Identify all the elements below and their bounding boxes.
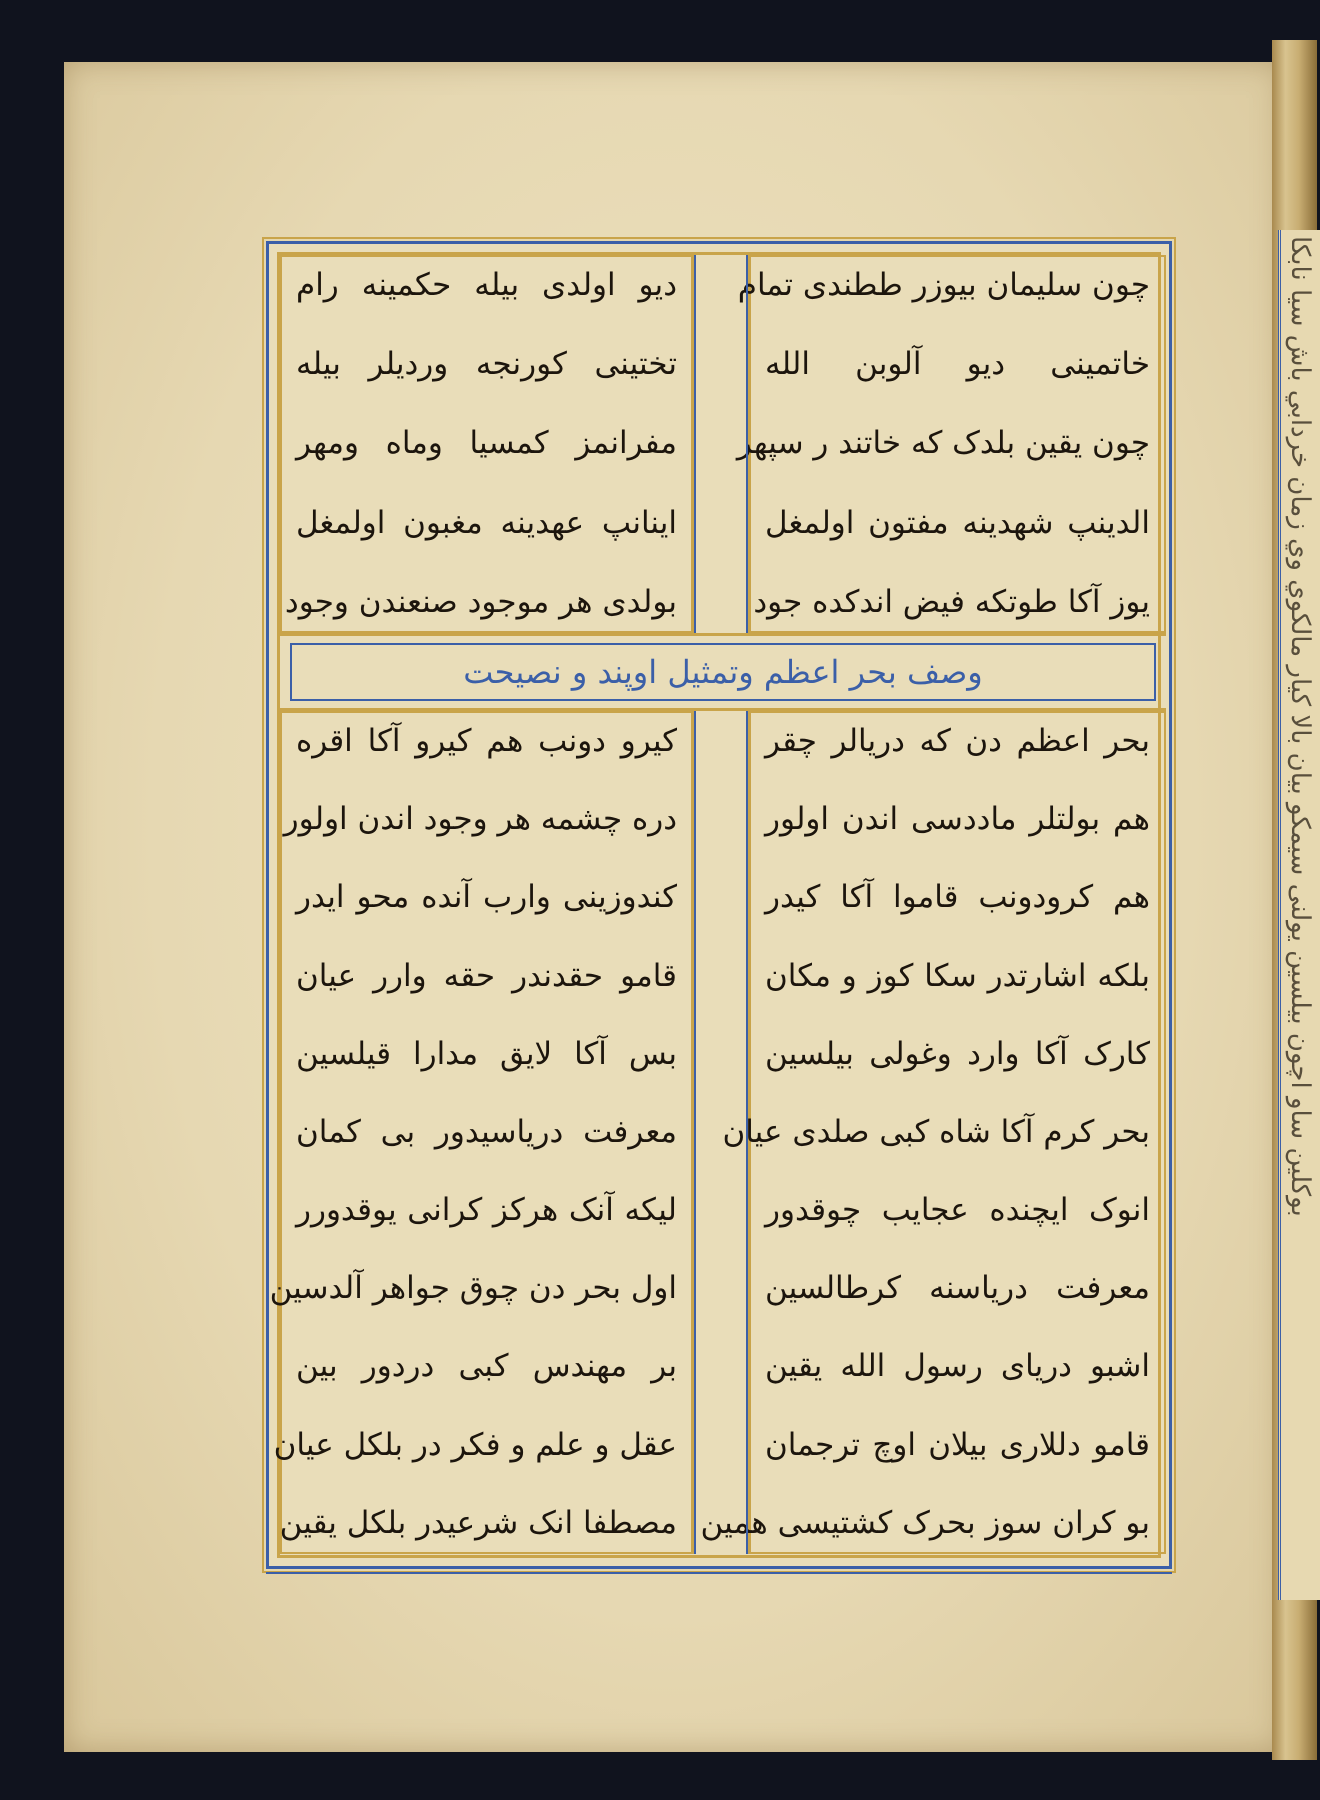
- verse-line: کارک آکا وارد وغولی بیلسین: [765, 1035, 1150, 1072]
- column-bottom-left: [269, 711, 694, 1554]
- neighbor-page-text: بوكلين ساو اچون بيلسين يولنى سيمكو بيان بالا كيار مالكوي وي زمان خردابي باش سيا نابكا: [1285, 236, 1315, 1217]
- verse-line: بحر کرم آکا شاه کبی صلدی عیان: [722, 1113, 1150, 1150]
- verse-line: خاتمینی دیو آلوبن الله: [765, 346, 1150, 383]
- verse-line: بر مهندس کبی دردور بین: [296, 1348, 677, 1385]
- verse-line: بولدی هر موجود صنعندن وجود: [284, 583, 677, 620]
- verse-line: بس آکا لایق مدارا قیلسین: [296, 1035, 677, 1072]
- column-gutter: [694, 711, 748, 1554]
- verse-line: بحر اعظم دن که دریالر چقر: [765, 723, 1150, 759]
- verse-line: هم بولتلر ماددسی اندن اولور: [765, 801, 1150, 838]
- verse-line: مصطفا انک شرعیدر بلکل یقین: [279, 1504, 677, 1541]
- column-gutter: [694, 255, 748, 633]
- verse-line: لیکه آنک هرکز کرانی یوقدورر: [296, 1192, 677, 1229]
- verse-line: قامو دللاری بیلان اوچ ترجمان: [765, 1426, 1150, 1463]
- verse-line: چون سلیمان بیوزر ططندی تمام: [737, 267, 1150, 303]
- verse-line: الدینپ شهدینه مفتون اولمغل: [765, 504, 1150, 541]
- verse-line: چون یقین بلدک که خاتند ر سپهر: [736, 425, 1150, 462]
- verse-line: معرفت دریاسیدور بی کمان: [296, 1113, 677, 1150]
- verse-line: معرفت دریاسنه کرطالسین: [765, 1270, 1150, 1307]
- column-top-left: [280, 255, 694, 633]
- column-bottom-right: [700, 711, 1166, 1554]
- ruled-grid: [269, 252, 1161, 1558]
- verse-line: مفرانمز کمسیا وماه ومهر: [296, 425, 677, 462]
- verse-line: کندوزینی وارب آنده محو ایدر: [296, 879, 677, 916]
- verse-line: بو کران سوز بحرک کشتیسی همین: [700, 1504, 1150, 1541]
- verse-line: یوز آکا طوتکه فیض اندکده جود: [753, 583, 1150, 620]
- verse-line: اینانپ عهدینه مغبون اولمغل: [296, 504, 677, 541]
- verse-line: انوک ایچنده عجایب چوقدور: [765, 1192, 1150, 1229]
- verse-line: تختینی کورنجه وردیلر بیله: [296, 346, 677, 383]
- section-heading-band: [280, 633, 1166, 711]
- verse-line: قامو حقدندر حقه وارر عیان: [296, 957, 677, 994]
- verse-line: هم کرودونب قاموا آکا کیدر: [765, 879, 1150, 916]
- verse-line: دیو اولدی بیله حکمینه رام: [296, 267, 677, 303]
- neighbor-page-strip: [1278, 230, 1320, 1600]
- verse-line: دره چشمه هر وجود اندن اولور: [283, 801, 677, 838]
- section-heading: وصف بحر اعظم وتمثیل اوپند و نصیحت: [463, 653, 983, 691]
- bottom-rule: [266, 1572, 1172, 1574]
- section-heading-box: [290, 643, 1156, 701]
- verse-line: کیرو دونب هم کیرو آکا اقره: [296, 723, 677, 759]
- verse-line: اشبو دریای رسول الله یقین: [765, 1348, 1150, 1385]
- verse-line: بلکه اشارتدر سکا کوز و مکان: [765, 957, 1150, 994]
- verse-line: اول بحر دن چوق جواهر آلدسین: [269, 1270, 677, 1307]
- verse-line: عقل و علم و فکر در بلکل عیان: [273, 1426, 677, 1463]
- text-frame: [266, 241, 1172, 1569]
- column-top-right: [736, 255, 1166, 633]
